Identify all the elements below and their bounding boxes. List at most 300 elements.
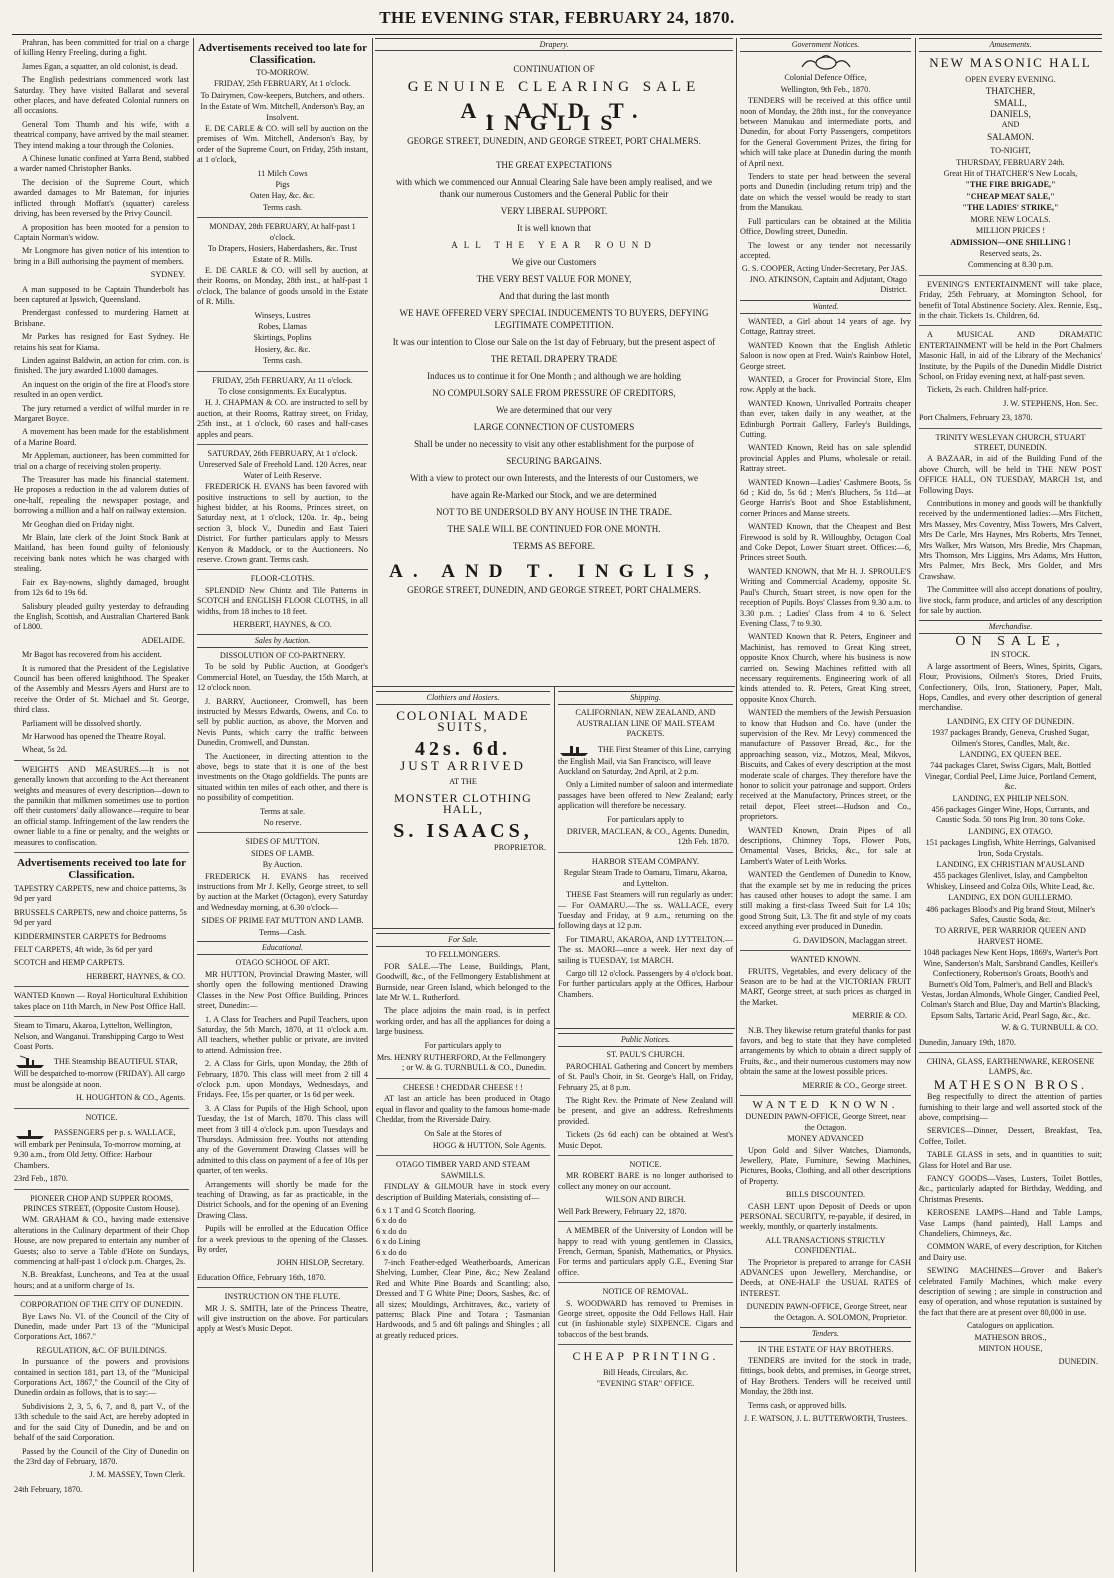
ad-paragraph: SPLENDID New Chintz and Tile Patterns in SCOTCH and ENGLISH FLOOR CLOTHS, in all widths, from 18 inches to 18 feet. [197,585,368,616]
ad-line: NOT TO BE UNDERSOLD BY ANY HOUSE IN THE TRADE. [435,507,672,517]
ad-title: COLONIAL MADE SUITS, [396,708,530,734]
ad-line: VERY LIBERAL SUPPORT. [500,206,608,216]
section-label: Clothiers and Hosiers. [376,691,550,705]
divider [919,428,1102,429]
wanted-ad: WANTED KNOWN, that Mr H. J. SPROULE'S Writing and Commercial Academy, opposite St. Paul's Church, Stuart street, is now open for the reception of Pupils. Boys' Classes from 9.30 a.m. to 3.30 p.m. ; Ladies' Class from 4 to 6. Select Evening Class, 7 to 9.30. [740,566,911,628]
ad-paragraph: FANCY GOODS—Vases, Lusters, Toilet Bottles, &c., particularly adapted for Birthday, Wedding, and Christmas Presents. [919,1174,1102,1204]
ad-line: DUNEDIN PAWN-OFFICE, George Street, near the Octagon. [745,1112,906,1132]
ad-title: JUST ARRIVED [400,757,526,773]
price: 42s. 6d. [415,738,511,761]
ad-paragraph: MR HUTTON, Provincial Drawing Master, will shortly open the following mentioned Drawing Classes in the New Post Office Building, Princes street, Dunedin:— [197,969,368,1011]
ad-paragraph: MR J. S. SMITH, late of the Princess Theatre, will give instruction on the above. For particulars apply at West's Music Depot. [197,1303,368,1334]
news-paragraph: The decision of the Supreme Court, which awarded damages to Mr Bateman, for injuries inflicted through Moffatt's (squatter) careless driving, has been reversed by the Privy Council. [14,177,189,219]
landing-text: 456 packages Ginger Wine, Hops, Currants, and Caustic Soda. 50 tons Pig Iron. 30 tons Coke. [931,805,1090,825]
carpet-line: BRUSSELS CARPETS, new and choice patterns, 5s 9d per yard [14,907,187,928]
ad-paragraph: FREDERICK H. EVANS has received instructions from Mr J. Kelly, George street, to sell by auction at the Market (Octagon), every Saturday and Wednesday morning, at 6.30 o'clock— [197,871,368,912]
ad-heading: PIONEER CHOP AND SUPPER ROOMS, PRINCES STREET, (Opposite Custom House). [23,1193,180,1213]
advertiser-signature: MATHESON BROS., [974,1332,1047,1342]
ad-line: NO COMPULSORY SALE FROM PRESSURE OF CREDITORS, [432,388,676,398]
ad-heading: NOTICE OF REMOVAL. [602,1287,689,1297]
news-paragraph: Linden against Baldwin, an action for crim. con. is finished. The jury awarded L1000 damages. [14,355,189,376]
ad-heading: FLOOR-CLOTHS. [250,574,315,584]
ad-line: CONTINUATION OF [513,64,595,74]
news-paragraph: Parliament will be dissolved shortly. [22,718,142,728]
ad-paragraph: 3. A Class for Pupils of the High School, upon Tuesday, the 1st of March, 1870. This class will meet from 3 till 4 o'clock p.m. upon Tuesdays and Thursdays. Admission free. Youths not attending any of the Government Drawing Classes will be admitted to this class on payment of a fee of 10s per quarter, of ten weeks. [197,1103,368,1176]
steamship-icon [14,1126,48,1140]
ad-paragraph: Tickets (2s 6d each) can be obtained at West's Music Depot. [558,1130,733,1150]
landing-text: 455 packages Glenlivet, Islay, and Campbelton Whiskey, Linseed and Colza Oils, White Lead, &c. [926,871,1095,891]
column-rule [372,38,373,1572]
advertiser-signature: WILSON AND BIRCH. [605,1195,686,1205]
advertiser-signature: PROPRIETOR. [494,842,546,852]
landing-heading: LANDING, EX OTAGO. [968,826,1053,836]
landing-text: 486 packages Blood's and Pig brand Stout, Milner's Safes, Caustic Soda, &c. [926,904,1095,925]
ad-paragraph: The Proprietor is prepared to arrange for CASH ADVANCES upon Jewellery, Merchandise, or Deeds, at ONE-HALF the USUAL RATES of INTEREST. [740,1257,911,1298]
divider [14,1295,189,1296]
ad-line: TO-NIGHT, [990,146,1031,156]
ad-paragraph: The lowest or any tender not necessarily accepted. [740,240,911,260]
ad-line: Induces us to continue it for One Month ; and although we are holding [427,371,681,381]
lot-item: 11 Milch Cows [257,168,308,178]
ad-line: Commencing at 8.30 p.m. [967,260,1054,270]
ad-paragraph: 2. A Class for Girls, upon Monday, the 28th of February, 1870. This class will meet from 2 till 4 o'clock p.m. upon Mondays, Wednesdays, and Fridays. Fee, 15s per quarter, or 1s 6d per week. [197,1059,368,1100]
ad-line: To Drapers, Hosiers, Haberdashers, &c. Trust Estate of R. Mills. [207,244,358,264]
divider [14,1016,189,1017]
divider [376,1078,550,1079]
ad-line: It was our intention to Close our Sale on the 1st day of February, but the present aspect of [392,337,716,347]
performer-name: SMALL, [994,97,1027,108]
ad-paragraph: Subdivisions 2, 3, 5, 6, 7, and 8, part V., of the 13th schedule to the said Act, are hereby adopted in and for the said City of Dunedin, and be and on behalf of the said Corporation. [14,1401,189,1443]
advertiser-signature: H. HOUGHTON & CO., Agents. [75,1093,185,1103]
advertiser-signature: J. F. WATSON, J. L. BUTTERWORTH, Trustees. [743,1413,907,1423]
news-paragraph: An inquest on the origin of the fire at Flood's store resulted in an open verdict. [14,379,189,400]
ad-paragraph: TENDERS are invited for the stock in trade, fittings, book debts, and premises, in George street, of Hay Brothers. Tenders will be received until Monday, the 28th inst. [740,1355,911,1397]
section-label: Government Notices. [740,38,911,52]
news-paragraph: Salisbury pleaded guilty yesterday to defrauding the English, Scottish, and Australian Chartered Bank of L800. [14,601,189,632]
timber-item: 6 x do Lining [376,1237,421,1247]
ad-line: To Dairymen, Cow-keepers, Butchers, and others. [200,90,365,100]
divider [14,986,189,987]
ad-paragraph: SERVICES—Dinner, Dessert, Breakfast, Tea, Coffee, Toilet. [919,1126,1102,1146]
sale-date: SATURDAY, 26th FEBRUARY, At 1 o'clock. [207,449,358,458]
ad-line: AT THE [449,777,477,787]
sale-date: FRIDAY, 25th FEBRUARY, At 11 o'clock. [212,375,353,385]
news-paragraph: Mr Appleman, auctioneer, has been committed for trial on a charge of receiving stolen property. [14,451,189,471]
steamer-ad [558,743,733,778]
advertiser-signature: DRIVER, MACLEAN, & CO., Agents. Dunedin, 12th Feb. 1870. [566,827,729,847]
ad-line: By Auction. [262,860,303,870]
ad-paragraph: COMMON WARE, of every description, for Kitchen and Dairy use. [919,1242,1102,1262]
ad-heading: CORPORATION OF THE CITY OF DUNEDIN. [20,1300,183,1310]
masthead: THE EVENING STAR, FEBRUARY 24, 1870. [379,8,735,27]
performer-name: AND [1001,120,1020,130]
ad-heading: INSTRUCTION ON THE FLUTE. [224,1292,341,1302]
ad-line: Regular Steam Trade to Oamaru, Timaru, Akaroa, and Lyttelton. [563,868,728,888]
ad-line: with which we commenced our Annual Clearing Sale have been amply realised, and we thank our numerous Customers and the General Public for their [396,177,712,199]
ad-heading: BILLS DISCOUNTED. [785,1190,866,1200]
advertiser-signature: HERBERT, HAYNES, & CO. [86,971,185,981]
ad-title: GENUINE CLEARING SALE [407,79,701,95]
section-label: Shipping. [558,691,733,705]
notice-date: Dunedin, January 19th, 1870. [919,1037,1016,1047]
advertiser-signature: DUNEDIN PAWN-OFFICE, George Street, near the Octagon. A. SOLOMON, Proprietor. [746,1302,907,1322]
news-paragraph: It is rumored that the President of the Legislative Council has been offered knighthood. The Speaker of the Assembly and Messrs Ayers and Hurst are to receive the Order of St. Michael and St. George, third class. [14,663,189,715]
sale-date: MONDAY, 28th FEBRUARY, At half-past 1 o'clock. [209,222,356,242]
ad-paragraph: Contributions in money and goods will be thankfully received by the undermentioned ladies:—Mrs Fitchett, Mrs Massey, Mrs Coventry, Miss Towers, Mrs Calvert, Mrs De Carle, Mrs Haynes, Mrs Roberts, Mrs Tennet, Mrs Walker, Mrs Watson, Mrs Bredie, Mrs Chapman, Mrs Thomson, Mrs Liggins, Mrs Adams, Mrs Hutton, Mrs Palmer, Mrs Beck, Mrs Golder, and Mrs Crawshaw. [919,499,1102,581]
advertiser-signature: W. & G. TURNBULL & CO. [1001,1023,1098,1033]
divider [558,1221,733,1222]
ad-paragraph: In pursuance of the powers and provisions contained in section 181, part 13, of the "Municipal Corporations Act, 1867," the Council of the City of Dunedin ordain as follows, that is to say:— [14,1357,189,1398]
ad-paragraph: FREDERICK H. EVANS has been favored with positive instructions to sell by auction, to the highest bidder, at his Rooms, Princes street, on Saturday next, at 1 o'clock, 120a. 1r. 4p., being section 3, block V., Dunedin and East Taieri District. For further particulars apply to Messrs Kenyon & Maddock, or to the Auctioneers. No reserve. Crown grant. Terms cash. [197,482,368,565]
steam-ad: Steam to Timaru, Akaroa, Lyttelton, Wellington, Nelson, and Wanganui. Transhipping Cargo to West Coast Ports. [14,1021,184,1051]
section-label: Wanted. [740,300,911,314]
landing-heading: LANDING, EX CITY OF DUNEDIN. [946,716,1075,726]
steamship-ad [14,1055,189,1090]
divider [14,852,189,853]
news-paragraph: Mr Bagot has recovered from his accident. [22,650,162,660]
ad-line: In the Estate of Wm. Mitchell, Anderson's Bay, an Insolvent. [200,102,365,122]
notice-date: Port Chalmers, February 23, 1870. [919,413,1033,423]
ad-paragraph: N.B. Breakfast, Luncheons, and Tea at the usual hours; and at a uniform charge of 1s. [14,1270,189,1290]
ad-title: ON SALE, [955,633,1066,649]
advertiser-signature: HOGG & HUTTON, Sole Agents. [432,1140,546,1150]
ad-paragraph: Pupils will be enrolled at the Education Office for a week previous to the opening of the Classes. By order, [197,1224,368,1255]
for-sale-column [376,930,550,1572]
news-paragraph: James Egan, a squatter, an old colonist, is dead. [22,61,178,71]
news-paragraph: A proposition has been mooted for a pension to Captain Norman's widow. [14,222,189,242]
timber-item: 6 x do do [376,1226,407,1236]
section-label: For Sale. [376,933,550,947]
ad-line: Unreserved Sale of Freehold Land. 120 Acres, near Water of Leith Reserve. [198,460,367,480]
clothiers-column [376,688,550,928]
ad-paragraph: MR ROBERT BARE is no longer authorised to collect any money on our account. [558,1171,733,1191]
wanted-ad: WANTED Known—Ladies' Cashmere Boots, 5s 6d ; Kid do, 5s 6d ; Men's Bluchers, 5s 11d—at George Harris's Boot and Shoe Establishment, corner Princes and Manse streets. [740,477,911,518]
landing-heading: TO ARRIVE, PER WARRIOR QUEEN AND HARVEST HOME. [935,926,1086,946]
ad-paragraph: CASH LENT upon Deposit of Deeds or upon PERSONAL SECURITY, re-payable, if desired, in weekly, monthly, or quarterly instalments. [740,1201,911,1232]
ad-paragraph: SEWING MACHINES—Grover and Baker's celebrated Family Machines, which make every description of sewing ; are simple in construction and easy of operation, and whose reputation is sustained by the fact that there are at present over 80,000 in use. [919,1266,1102,1317]
column-government [740,38,911,1572]
ad-heading: TRINITY WESLEYAN CHURCH, STUART STREET, DUNEDIN. [935,432,1086,452]
ad-line: ALL THE YEAR ROUND [451,240,657,250]
ad-title: WANTED KNOWN. [752,1098,899,1111]
notice-date: 23rd Feb., 1870. [14,1174,68,1184]
news-paragraph: A man supposed to be Captain Thunderbolt has been captured at Ipswich, Queensland. [14,284,189,304]
ad-paragraph: KEROSENE LAMPS—Hand and Table Lamps, Vase Lamps (hand painted), Hall Lamps and Chandeliers, Chimneys, &c. [919,1208,1102,1239]
news-paragraph: Mr Harwood has opened the Theatre Royal. [22,731,166,741]
news-paragraph: The jury returned a verdict of wilful murder in re Margaret Boyce. [14,403,189,423]
landing-heading: LANDING, EX QUEEN BEE. [959,749,1062,759]
sale-date: TO-MORROW. [256,68,309,77]
section-label: Educational. [197,941,368,955]
ad-line: THURSDAY, FEBRUARY 24th. [956,157,1065,167]
ad-paragraph: A MUSICAL AND DRAMATIC ENTERTAINMENT will be held in the Port Chalmers Masonic Hall, in aid of the Library of the Mechanics' Institute, by the Pupils of the Dunedin Middle District School, on Friday evening next, at half-past seven. [919,330,1102,381]
wanted-ad: WANTED Known, Drain Pipes of all descriptions, Chimney Tops, Flower Pots, Ornamental Vases, Bricks, &c., for sale at Lambert's Water of Leith Works. [740,825,911,866]
sale-date: FRIDAY, 25th FEBRUARY, At 1 o'clock. [214,79,351,89]
notice-ad [14,1126,189,1171]
news-paragraph: Mr Longmore has given notice of his intention to bring in a Bill authorising the payment of members. [14,246,189,266]
ad-line: MILLION PRICES ! [975,226,1046,236]
carpet-line: FELT CARPETS, 4ft wide, 3s 6d per yard [14,945,153,955]
divider [919,325,1102,326]
ad-paragraph: Cargo till 12 o'clock. Passengers by 4 o'clock boat. For further particulars apply at the Offices, Harbour Chambers. [558,968,733,999]
ad-heading: OTAGO SCHOOL OF ART. [235,958,330,968]
divider [14,760,189,761]
ad-line: For particulars apply to [424,1040,502,1050]
ad-heading: OTAGO TIMBER YARD AND STEAM SAWMILLS. [396,1160,530,1180]
advertiser-signature: MERRIE & CO., George street. [802,1080,907,1090]
ad-line: Wellington, 9th Feb., 1870. [780,84,871,94]
column-rule [736,38,737,1572]
carpet-line: SCOTCH and HEMP CARPETS. [14,958,125,968]
ad-line: ADMISSION—ONE SHILLING ! [950,237,1071,247]
divider [558,1155,733,1156]
divider [740,950,911,951]
divider [197,832,368,833]
lot-item: Oaten Hay, &c. &c. [250,191,315,201]
ad-paragraph: A MEMBER of the University of London will be happy to read with young gentlemen in Classics, French, German, Spanish, Mathematics, or Physics. For terms and particulars apply G.E., Evening Star office. [558,1226,733,1277]
ad-paragraph: Terms cash, or approved bills. [748,1400,847,1410]
ad-paragraph: S. WOODWARD has removed to Premises in George street, opposite the Odd Fellows Hall. Hair cut (in fashionable style) SIXPENCE. Cigars and tobaccos of the best brands. [558,1298,733,1339]
ad-heading: CALIFORNIAN, NEW ZEALAND, AND AUSTRALIAN LINE OF MAIL STEAM PACKETS. [575,708,716,739]
ad-title: NEW MASONIC HALL [929,55,1092,71]
ad-heading: MONEY ADVANCED [787,1134,864,1144]
ad-paragraph: A large assortment of Beers, Wines, Spirits, Cigars, Flour, Provisions, Oilmen's Stores, Dried Fruits, Confectionery, Oils, Iron, Stationery, Paper, Malt, Hops, Candles, and every other description of general merchandise. [919,661,1102,713]
ad-paragraph: Beg respectfully to direct the attention of parties furnishing to their large and well assorted stock of the above, comprising— [919,1092,1102,1122]
carpet-line: KIDDERMINSTER CARPETS for Bedrooms [14,931,167,941]
section-heading: Advertisements received too late for Classification. [197,42,367,66]
ad-heading: HARBOR STEAM COMPANY. [591,856,700,866]
ad-paragraph: FINDLAY & GILMOUR have in stock every description of Building Materials, consisting of— [376,1182,550,1202]
ad-paragraph: FOR SALE.—The Lease, Buildings, Plant, Goodwill, &c., of the Fellmongery Establishment at Burnside, near Green Island, which belonged to the late Mr W. L. Rutherford. [376,961,550,1003]
firm-name: S. ISAACS, [393,820,533,843]
divider [558,1282,733,1283]
firm-name: A. AND T. INGLIS [460,98,648,135]
wanted-ad: WANTED, a Grocer for Provincial Store, Elm row. Apply at the back. [740,374,911,395]
ad-paragraph: Passed by the Council of the City of Dunedin on the 23rd day of February, 1870. [14,1446,189,1466]
notice-date: 24th February, 1870. [14,1484,83,1494]
wanted-ad: WANTED Known that the English Athletic Saloon is now open at Fred. Wain's Rainbow Hotel, George street. [740,340,911,371]
landing-text: 744 packages Claret, Swiss Cigars, Malt, Bottled Vinegar, Cordial Peel, Lime Juice, Portland Cement, &c. [924,761,1097,792]
ad-line: LARGE CONNECTION OF CUSTOMERS [473,422,635,432]
advertiser-signature: J. W. STEPHENS, Hon. Sec. [1003,398,1098,408]
ad-paragraph: 7-inch Feather-edged Weatherboards, American Shelving, Lumber, Clear Pine, &c.; New Zealand Red and White Pine Boards and Scantling; also, Dressed and T G White Pine; Doors, Sashes, &c. of all sizes; Mouldings, Architraves, &c., variety of patterns; Black Pine and Totara ; Tasmanian Hardwoods, and 5 and 6ft palings and Shingles ; all at greatly reduced prices. [376,1257,550,1340]
notice-text: PASSENGERS per p. s. WALLACE, will embark per Peninsula, To-morrow morning, at 9.30 a.m., from Old Jetty. Office: Harbour Chambers. [14,1127,181,1170]
ad-line: GEORGE STREET, DUNEDIN, AND GEORGE STREET, PORT CHALMERS. [407,585,701,595]
ad-title: CHEAP PRINTING. [572,1349,719,1364]
song-title: "THE FIRE BRIGADE," [965,180,1056,190]
divider [919,1052,1102,1053]
ad-paragraph: E. DE CARLE & CO. will sell by auction, at their Rooms, on Monday, 28th inst., at half-past 1 o'clock, The balance of goods unsold in the Estate of R. Mills. [197,265,368,307]
advertiser-signature: HERBERT, HAYNES, & CO. [233,620,332,630]
divider [554,1028,735,1029]
ad-paragraph: Only a Limited number of saloon and intermediate passages have been offered to New Zealand; early application will therefore be necessary. [558,780,733,811]
steamship-icon [558,743,592,757]
ad-line: Colonial Defence Office, [784,73,867,83]
ad-line: Shall be under no necessity to visit any other establishment for the purpose of [414,439,694,449]
ad-paragraph: Upon Gold and Silver Watches, Diamonds, Jewellery, Plate, Furniture, Sewing Machines, Pictures, Books, Clothing, and all other descriptions of Property. [740,1145,911,1186]
masthead-rule [12,34,1102,35]
landing-text: 1937 packages Brandy, Geneva, Crushed Sugar, Oilmen's Stores, Candles, Malt, &c. [931,728,1090,748]
news-paragraph: Mr Blain, late clerk of the Joint Stock Bank at Maitland, has been found guilty of feloniously receiving bank notes which he was charged with stealing. [14,533,189,574]
ad-paragraph: Tickets, 2s each. Children half-price. [927,385,1048,395]
terms: Terms at sale. [259,806,306,816]
timber-item: 6 x 1 T and G Scotch flooring. [376,1205,476,1215]
section-label: Public Notices. [558,1033,733,1047]
ad-heading: DISSOLUTION OF CO-PARTNERY. [219,650,346,660]
place-heading: ADELAIDE. [141,635,185,645]
performer-name: THATCHER, [985,86,1036,97]
notice-heading: NOTICE. [85,1112,118,1122]
wanted-ad: WANTED Known, Unrivalled Portraits cheaper than ever, taken daily in any weather, at the Edinburgh Portrait Gallery, Farley's Buildings, Cutting. [740,398,911,439]
ad-paragraph: Arrangements will shortly be made for the teaching of Drawing, as far as practicable, in the District Schools, and for the opening of an Evening Drawing Class. [197,1179,368,1220]
news-paragraph: The English pedestrians commenced work last Saturday. They have visited Ballarat and several other places, and have defeated Colonial runners on all occasions. [14,75,189,116]
timber-item: 6 x do do [376,1216,407,1226]
divider [197,371,368,372]
ad-heading: ST. PAUL'S CHURCH. [606,1050,685,1060]
ad-paragraph: The Committee will also accept donations of poultry, live stock, farm produce, and articles of any description for sale by auction. [919,585,1102,616]
ad-line: Reserved seats, 2s. [979,248,1042,258]
ad-heading: NOTICE. [629,1160,662,1170]
lot-item: Pigs [275,180,290,190]
news-paragraph: Prahran, has been committed for trial on a charge of killing Henry Freeling, during a fight. [14,38,189,58]
divider [14,1108,189,1109]
steamship-icon [14,1055,48,1069]
timber-item: 6 x do do [376,1247,407,1257]
ad-line: have again Re-Marked our Stock, and we are determined [451,490,657,500]
steamer-text: THE First Steamer of this Line, carrying the English Mail, via San Francisco, will leave Auckland on Saturday, 2nd April, at 2 p.m. [558,744,731,777]
advertiser-signature: G. DAVIDSON, Maclaggan street. [793,935,907,945]
ad-paragraph: The Auctioneer, in directing attention to the above, begs to state that it is one of the best investments on the Otago goldfields. The punts are situated within ten miles of each other, and there is no possibility of competition. [197,751,368,803]
ad-line: WE HAVE OFFERED VERY SPECIAL INDUCEMENTS TO BUYERS, DEFYING LEGITIMATE COMPETITION. [399,308,709,330]
advertiser-signature: MINTON HOUSE, [978,1344,1043,1354]
terms: No reserve. [263,818,302,827]
wanted-ad: WANTED the members of the Jewish Persuasion to know that Hudson and Co. have (under the supervision of the Rev. Mr Levy) commenced the manufacture of Passover Bread, &c., for the approaching season, viz., Motzos, Meal, Mikvos, Biscuits, and Cakes of every description at the most moderate scale of charges. They therefore have the honor to solicit your patronage and support. Orders received at the Manufactory, Princes street, or the retail depot, Fleet street—Hudson and Co., proprietors. [740,708,911,822]
public-notices-column [558,1030,733,1572]
terms: Terms—Cash. [259,927,306,937]
lot-item: Winseys, Lustres [254,310,311,320]
ad-heading: CHINA, GLASS, EARTHENWARE, KEROSENE LAMPS, &c. [926,1056,1095,1077]
ad-line: "EVENING STAR" OFFICE. [596,1378,695,1388]
advertiser-signature: J. M. MASSEY, Town Clerk. [89,1470,185,1480]
divider [558,1344,733,1345]
ad-paragraph: H. J. CHAPMAN & CO. are instructed to sell by auction, at their Rooms, Rattray street, on Friday, 25th inst., at 1 o'clock, 60 cases and half-cases apples and pears. [197,398,368,439]
ad-paragraph: TENDERS will be received at this office until noon of Monday, the 28th inst., for the conveyance between Manukau and intermediate ports, and Dunedin, for about Forty Passengers, competitors for the General Government Prizes, the firing for which will take place at Dunedin during the month of April next. [740,96,911,168]
ad-paragraph: Bye Laws No. VI. of the Council of the City of Dunedin, made under Part 13 of the "Municipal Corporations Act, 1867." [14,1311,189,1342]
divider [373,928,554,929]
divider [919,275,1102,276]
ad-heading: TO FELLMONGERS. [425,950,501,960]
ad-paragraph: A BAZAAR, in aid of the Building Fund of the above Church, will be held in THE NEW POST OFFICE HALL, ON TUESDAY, MARCH 1st, and Following Days. [919,454,1102,495]
ad-paragraph: PAROCHIAL Gathering and Concert by members of St. Paul's Choir, in St. George's Hall, on Friday, February 25, at 8 p.m. [558,1061,733,1092]
column-amusements [919,38,1102,1572]
news-paragraph: A movement has been made for the establishment of a Marine Board. [14,427,189,447]
advertiser-signature: Mrs. HENRY RUTHERFORD, At the Fellmongery ; or W. & G. TURNBULL & CO., Dunedin. [376,1053,546,1073]
ad-heading: REGULATION, &C. OF BUILDINGS. [36,1345,167,1355]
wanted-ad: WANTED Known — Royal Horticultural Exhibition takes place on 11th March, in New Post Office Hall. [14,991,188,1011]
ad-heading: IN THE ESTATE OF HAY BROTHERS. [757,1344,894,1354]
advertiser-signature: MERRIE & CO. [852,1011,907,1021]
ad-paragraph: WM. GRAHAM & CO., having made extensive alterations in the Culinary department of their Chop House, are now prepared to entertain any number of Guests; also to serve a Table d'Hote on Sundays, commencing at half-past 1 o'clock p.m. Charges, 2s. [14,1215,189,1266]
divider [197,1287,368,1288]
news-paragraph: Prendergast confessed to murdering Harnett at Brisbane. [14,308,189,328]
ad-line: To close consignments. Ex Eucalyptus. [218,386,347,396]
ad-title: MONSTER CLOTHING HALL, [394,791,532,816]
ad-paragraph: THESE Fast Steamers will run regularly as under:— For OAMARU.—The ss. WALLACE, every Tuesday and Friday, at 9 a.m., returning on the following days at 12 p.m. [558,890,733,931]
divider [740,1095,911,1096]
lot-item: Hosiery, &c. &c. [254,344,311,354]
song-title: "THE LADIES' STRIKE," [962,203,1059,213]
divider [14,1189,189,1190]
ad-line: THE SALE WILL BE CONTINUED FOR ONE MONTH. [447,524,661,534]
news-paragraph: Mr Geoghan died on Friday night. [22,519,135,529]
ad-paragraph: J. BARRY, Auctioneer, Cromwell, has been instructed by Messrs Edwards, Owens, and Co. to sell by public auction, as above, the Morven and Nevis Punts, which carry the traffic between Dunedin, Cromwell, and Dunstan. [197,696,368,748]
ad-line: We give our Customers [511,257,597,267]
song-title: "CHEAP MEAT SALE," [966,191,1055,201]
ad-heading: ALL TRANSACTIONS STRICTLY CONFIDENTIAL. [765,1235,886,1256]
terms: Terms cash. [263,356,302,366]
divider [197,217,368,218]
steamship-text: THE Steamship BEAUTIFUL STAR, Will be despatched to-morrow (FRIDAY). All cargo must be alongside at noon. [14,1057,185,1089]
wanted-ad: WANTED the Gentlemen of Dunedin to Know, that the example set by me in reducing the prices has caused other houses to adopt the same. I am still making a first-class Tweed Suit for L4 10s; good Strong Suit, L3. The fit and style of my coats exceed anything ever produced in Dunedin. [740,870,911,932]
lot-item: Skirtings, Poplins [253,333,312,343]
ad-paragraph: The place adjoins the main road, is in perfect working order, and has all the appliances for doing a large business. [376,1006,550,1037]
news-paragraph: A Chinese lunatic confined at Yarra Bend, stabbed a warder named Christopher Banks. [14,154,189,174]
column-rule [915,38,916,1572]
ad-paragraph: FRUITS, Vegetables, and every delicacy of the Season are to be had at the VICTORIAN FRUIT MART, George street, at such prices as charged in the Market. [740,966,911,1007]
ad-line: Great Hit of THATCHER'S New Locals, [943,169,1078,179]
divider [197,444,368,445]
advertiser-signature: DUNEDIN. [1058,1356,1098,1366]
section-heading: Advertisements received too late for Classification. [16,857,186,882]
news-paragraph: Fair ex Bay-nowns, slightly damaged, brought from 12s 6d to 19s 6d. [14,577,189,598]
landing-heading: LANDING, EX PHILIP NELSON. [952,793,1069,803]
ad-line: Bill Heads, Circulars, &c. [602,1367,689,1377]
ad-heading: SIDES OF PRIME FAT MUTTON AND LAMB. [201,916,364,926]
notice-date: Well Park Brewery, February 22, 1870. [558,1206,687,1216]
landing-text: 1048 packages New Kent Hops, 1869's, Warter's Port Wine, Sanderson's Malt, Sarsbrand Candles, Keiller's Confectionery, Robertson's Groats, Booth's and Burnett's Old Tom, Palmer's, and Bell and Black's Vestas, Jordan Almonds, Whole Ginger, Candied Peel, Colman's Starch and Blue, Day and Martin's Blacking, Epsom Salts, Tartaric Acid, Pearl Sago, &c., &c. [920,948,1101,1020]
terms: Terms cash. [263,202,302,212]
ad-line: For particulars apply to [607,814,684,824]
ad-paragraph: E. DE CARLE & CO. will sell by auction on the premises of Wm. Mitchell, Anderson's Bay, by order of the Supreme Court, on Friday, 25th instant, at 1 o'clock, [197,124,368,165]
place-heading: SYDNEY. [150,270,185,280]
ad-paragraph: For TIMARU, AKAROA, AND LYTTELTON.—The ss. MAORI—once a week. Her next day of sailing is TUESDAY, 1st MARCH. [558,934,733,965]
firm-name: A. AND T. INGLIS, [389,561,719,582]
carpet-line: TAPESTRY CARPETS, new and choice patterns, 3s 9d per yard [14,884,187,904]
ad-heading: CHEESE ! CHEDDAR CHEESE ! ! [403,1082,523,1092]
ad-paragraph: The Right Rev. the Primate of New Zealand will be present, and give an address. Refreshments provided. [558,1096,733,1126]
landing-heading: LANDING, EX CHRISTIAN M'AUSLAND [936,860,1085,870]
ad-line: With a view to protect our own Interests, and the Interests of our Customers, we [409,473,699,483]
advertiser-signature: G. S. COOPER, Acting Under-Secretary, Per JAS. JNO. ATKINSON, Captain and Adjutant, Otago District. [741,264,907,295]
ad-title: MATHESON BROS. [933,1076,1088,1092]
divider [558,852,733,853]
ad-line: IN STOCK. [990,650,1031,660]
news-paragraph: The Treasurer has made his financial statement. He proposes a reduction in the ad valorem duties of one-half, repealing the newspaper postage, and borrowing a million and a half on railway extension. [14,475,189,516]
news-paragraph: Wheat, 5s 2d. [22,745,68,755]
ad-line: On Sale at the Stores of [424,1128,502,1138]
ad-line: SECURING BARGAINS. [506,456,602,466]
section-label: Sales by Auction. [197,634,368,648]
section-label: Drapery. [375,38,733,51]
wanted-ad: WANTED Known, Reid has on sale splendid provincial Apples and Plums, wholesale or retail. Rattray street. [740,443,911,474]
ad-line: GEORGE STREET, DUNEDIN, AND GEORGE STREET, PORT CHALMERS. [407,136,701,146]
ad-line: OPEN EVERY EVENING. [965,74,1056,84]
ad-line: It is well known that [517,223,591,233]
notice-date: Education Office, February 16th, 1870. [197,1272,326,1282]
column-1 [14,38,189,1572]
news-paragraph: WEIGHTS AND MEASURES.—It is not generally known that according to the Act thereanent weights and measures of every description—down to the pannikin that milkmen sometimes use to portion off their customers' daily allowance—require to bear an official stamp. Infringement of the law renders the owner liable to a fine or penalty, and the weights or measures to confiscation. [14,764,189,847]
lot-item: Robes, Llamas [258,321,307,331]
